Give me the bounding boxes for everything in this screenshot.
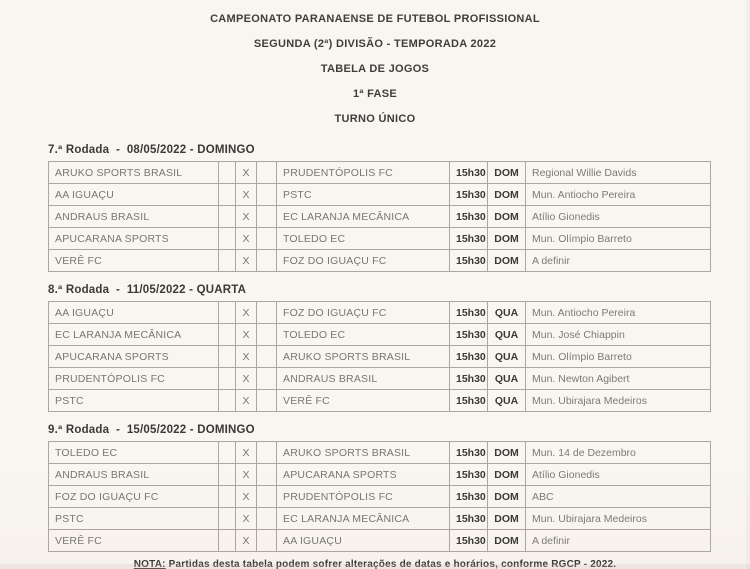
round-7-table [48, 161, 711, 272]
time-cell: 15h30 [450, 464, 488, 486]
away-team-cell: PRUDENTÓPOLIS FC [277, 162, 450, 184]
time-cell: 15h30 [450, 368, 488, 390]
match-row [49, 324, 711, 346]
empty-cell [257, 368, 277, 390]
round-9-header: 9.ª Rodada - 15/05/2022 - DOMINGO [48, 424, 255, 436]
time-cell: 15h30 [450, 206, 488, 228]
away-team-cell: FOZ DO IGUAÇU FC [277, 302, 450, 324]
match-row [49, 530, 711, 552]
x-cell: X [236, 442, 257, 464]
match-row [49, 228, 711, 250]
empty-cell [257, 390, 277, 412]
home-team-cell: VERÊ FC [49, 250, 219, 272]
empty-cell [257, 184, 277, 206]
home-team-cell: PSTC [49, 508, 219, 530]
time-cell: 15h30 [450, 530, 488, 552]
match-row [49, 162, 711, 184]
empty-cell [219, 228, 236, 250]
time-cell: 15h30 [450, 228, 488, 250]
home-team-cell: ARUKO SPORTS BRASIL [49, 162, 219, 184]
time-cell: 15h30 [450, 390, 488, 412]
round-8-table [48, 301, 711, 412]
home-team-cell: PSTC [49, 390, 219, 412]
day-cell: DOM [488, 486, 526, 508]
scan-edge-artifact [0, 564, 750, 569]
away-team-cell: ANDRAUS BRASIL [277, 368, 450, 390]
match-row [49, 346, 711, 368]
home-team-cell: APUCARANA SPORTS [49, 346, 219, 368]
away-team-cell: ARUKO SPORTS BRASIL [277, 442, 450, 464]
empty-cell [257, 486, 277, 508]
venue-cell: Mun. Ubirajara Medeiros [526, 508, 711, 530]
day-cell: DOM [488, 508, 526, 530]
home-team-cell: ANDRAUS BRASIL [49, 206, 219, 228]
empty-cell [219, 324, 236, 346]
home-team-cell: FOZ DO IGUAÇU FC [49, 486, 219, 508]
day-cell: QUA [488, 390, 526, 412]
empty-cell [219, 464, 236, 486]
match-row [49, 368, 711, 390]
venue-cell: Mun. Antiocho Pereira [526, 302, 711, 324]
match-row [49, 464, 711, 486]
empty-cell [219, 442, 236, 464]
time-cell: 15h30 [450, 184, 488, 206]
empty-cell [257, 206, 277, 228]
away-team-cell: APUCARANA SPORTS [277, 464, 450, 486]
day-cell: DOM [488, 442, 526, 464]
round-8-section [0, 282, 750, 412]
venue-cell: A definir [526, 250, 711, 272]
match-row [49, 302, 711, 324]
title-line-phase: 1ª FASE [352, 88, 398, 100]
x-cell: X [236, 324, 257, 346]
match-row [49, 508, 711, 530]
empty-cell [219, 346, 236, 368]
time-cell: 15h30 [450, 162, 488, 184]
home-team-cell: AA IGUAÇU [49, 184, 219, 206]
empty-cell [257, 228, 277, 250]
x-cell: X [236, 530, 257, 552]
away-team-cell: FOZ DO IGUAÇU FC [277, 250, 450, 272]
venue-cell: Mun. Antiocho Pereira [526, 184, 711, 206]
empty-cell [257, 346, 277, 368]
footnote-label: NOTA: [133, 559, 166, 569]
home-team-cell: AA IGUAÇU [49, 302, 219, 324]
empty-cell [219, 508, 236, 530]
time-cell: 15h30 [450, 508, 488, 530]
footnote-text: Partidas desta tabela podem sofrer alterações de datas e horários, conforme RGCP - 2022. [165, 559, 617, 569]
empty-cell [257, 162, 277, 184]
venue-cell: Regional Willie Davids [526, 162, 711, 184]
away-team-cell: PRUDENTÓPOLIS FC [277, 486, 450, 508]
day-cell: DOM [488, 250, 526, 272]
x-cell: X [236, 228, 257, 250]
day-cell: DOM [488, 206, 526, 228]
empty-cell [219, 162, 236, 184]
scan-edge-artifact [746, 0, 750, 569]
away-team-cell: TOLEDO EC [277, 228, 450, 250]
time-cell: 15h30 [450, 486, 488, 508]
day-cell: QUA [488, 324, 526, 346]
empty-cell [219, 250, 236, 272]
time-cell: 15h30 [450, 442, 488, 464]
home-team-cell: APUCARANA SPORTS [49, 228, 219, 250]
empty-cell [219, 530, 236, 552]
venue-cell: Mun. Newton Agibert [526, 368, 711, 390]
home-team-cell: VERÊ FC [49, 530, 219, 552]
x-cell: X [236, 486, 257, 508]
time-cell: 15h30 [450, 250, 488, 272]
away-team-cell: EC LARANJA MECÂNICA [277, 206, 450, 228]
match-row [49, 390, 711, 412]
venue-cell: Mun. Ubirajara Medeiros [526, 390, 711, 412]
title-line-turn: TURNO ÚNICO [334, 113, 416, 125]
x-cell: X [236, 184, 257, 206]
away-team-cell: PSTC [277, 184, 450, 206]
venue-cell: Atílio Gionedis [526, 464, 711, 486]
x-cell: X [236, 162, 257, 184]
x-cell: X [236, 508, 257, 530]
x-cell: X [236, 250, 257, 272]
round-7-section [0, 142, 750, 272]
day-cell: QUA [488, 368, 526, 390]
day-cell: QUA [488, 302, 526, 324]
empty-cell [257, 302, 277, 324]
venue-cell: Atílio Gionedis [526, 206, 711, 228]
match-row [49, 486, 711, 508]
x-cell: X [236, 390, 257, 412]
match-row [49, 206, 711, 228]
away-team-cell: AA IGUAÇU [277, 530, 450, 552]
round-8-header: 8.ª Rodada - 11/05/2022 - QUARTA [48, 284, 247, 296]
match-row [49, 184, 711, 206]
home-team-cell: TOLEDO EC [49, 442, 219, 464]
empty-cell [257, 324, 277, 346]
home-team-cell: PRUDENTÓPOLIS FC [49, 368, 219, 390]
empty-cell [219, 368, 236, 390]
away-team-cell: VERÊ FC [277, 390, 450, 412]
empty-cell [257, 508, 277, 530]
x-cell: X [236, 302, 257, 324]
empty-cell [257, 442, 277, 464]
x-cell: X [236, 206, 257, 228]
venue-cell: Mun. Olímpio Barreto [526, 228, 711, 250]
day-cell: QUA [488, 346, 526, 368]
home-team-cell: ANDRAUS BRASIL [49, 464, 219, 486]
time-cell: 15h30 [450, 346, 488, 368]
day-cell: DOM [488, 530, 526, 552]
time-cell: 15h30 [450, 324, 488, 346]
title-line-division: SEGUNDA (2ª) DIVISÃO - TEMPORADA 2022 [253, 38, 497, 50]
document-title-block [0, 0, 750, 132]
home-team-cell: EC LARANJA MECÂNICA [49, 324, 219, 346]
empty-cell [219, 184, 236, 206]
match-row [49, 250, 711, 272]
title-line-championship: CAMPEONATO PARANAENSE DE FUTEBOL PROFISSIONAL [210, 13, 540, 25]
venue-cell: Mun. José Chiappin [526, 324, 711, 346]
empty-cell [257, 464, 277, 486]
venue-cell: Mun. 14 de Dezembro [526, 442, 711, 464]
day-cell: DOM [488, 464, 526, 486]
round-7-header: 7.ª Rodada - 08/05/2022 - DOMINGO [48, 144, 255, 156]
x-cell: X [236, 464, 257, 486]
x-cell: X [236, 346, 257, 368]
round-9-table [48, 441, 711, 552]
empty-cell [219, 390, 236, 412]
away-team-cell: EC LARANJA MECÂNICA [277, 508, 450, 530]
empty-cell [257, 250, 277, 272]
x-cell: X [236, 368, 257, 390]
day-cell: DOM [488, 228, 526, 250]
empty-cell [219, 302, 236, 324]
day-cell: DOM [488, 184, 526, 206]
empty-cell [257, 530, 277, 552]
away-team-cell: ARUKO SPORTS BRASIL [277, 346, 450, 368]
venue-cell: A definir [526, 530, 711, 552]
empty-cell [219, 206, 236, 228]
match-row [49, 442, 711, 464]
empty-cell [219, 486, 236, 508]
round-9-section [0, 422, 750, 552]
title-line-table-of-games: TABELA DE JOGOS [320, 63, 430, 75]
venue-cell: ABC [526, 486, 711, 508]
day-cell: DOM [488, 162, 526, 184]
away-team-cell: TOLEDO EC [277, 324, 450, 346]
time-cell: 15h30 [450, 302, 488, 324]
venue-cell: Mun. Olímpio Barreto [526, 346, 711, 368]
